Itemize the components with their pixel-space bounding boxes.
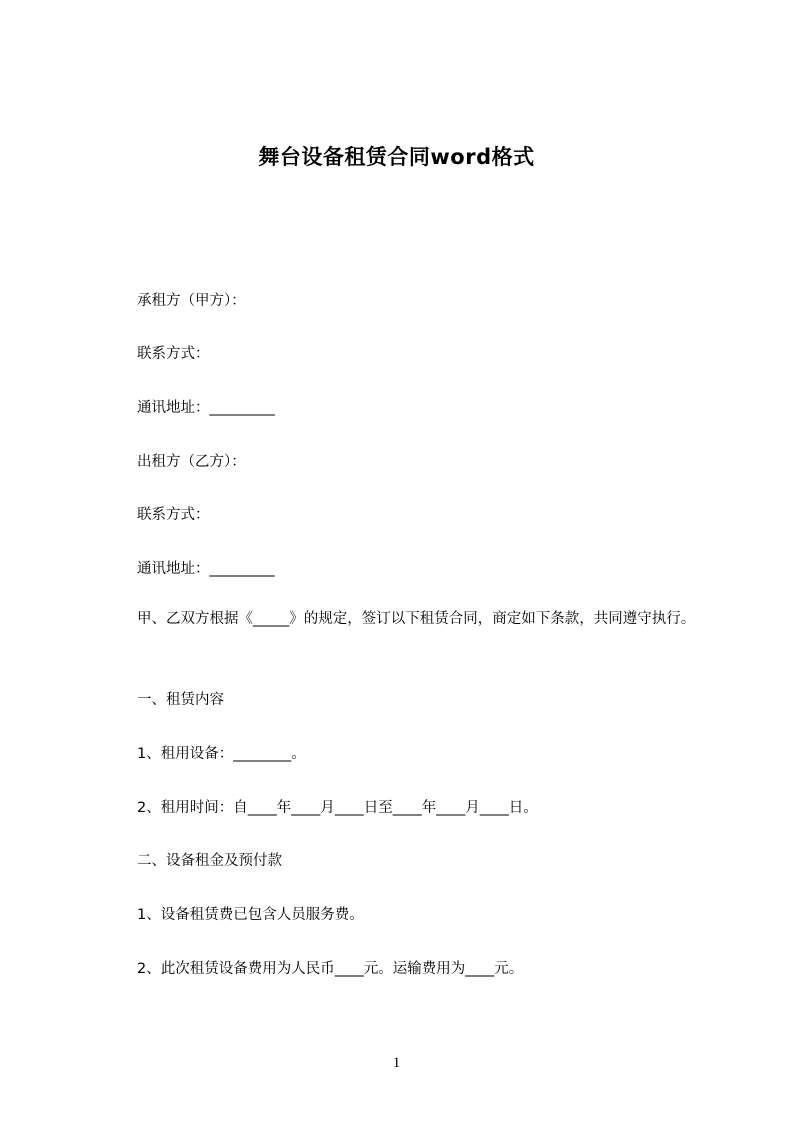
page-number: 1 xyxy=(392,1055,401,1071)
lessee-label: 承租方（甲方）： xyxy=(137,293,246,309)
clause-equipment: 1、租用设备：________。 xyxy=(137,746,306,762)
clause-service-fee: 1、设备租赁费已包含人员服务费。 xyxy=(137,907,364,923)
lessor-contact: 联系方式： xyxy=(137,507,210,523)
lessor-label: 出租方（乙方）： xyxy=(137,454,246,470)
section-heading-rental-content: 一、租赁内容 xyxy=(137,692,224,708)
section-heading-rent-prepayment: 二、设备租金及预付款 xyxy=(137,853,282,869)
clause-fees: 2、此次租赁设备费用为人民币____元。运输费用为____元。 xyxy=(137,961,524,977)
lessee-contact: 联系方式： xyxy=(137,346,210,362)
clause-rental-period: 2、租用时间：自____年____月____日至____年____月____日。 xyxy=(137,800,538,816)
document-title: 舞台设备租赁合同word格式 xyxy=(258,145,535,169)
lessee-address: 通讯地址：_________ xyxy=(137,400,275,416)
lessor-address: 通讯地址：_________ xyxy=(137,561,275,577)
preamble-paragraph: 甲、乙双方根据《_____》的规定，签订以下租赁合同，商定如下条款，共同遵守执行。 xyxy=(137,611,696,627)
